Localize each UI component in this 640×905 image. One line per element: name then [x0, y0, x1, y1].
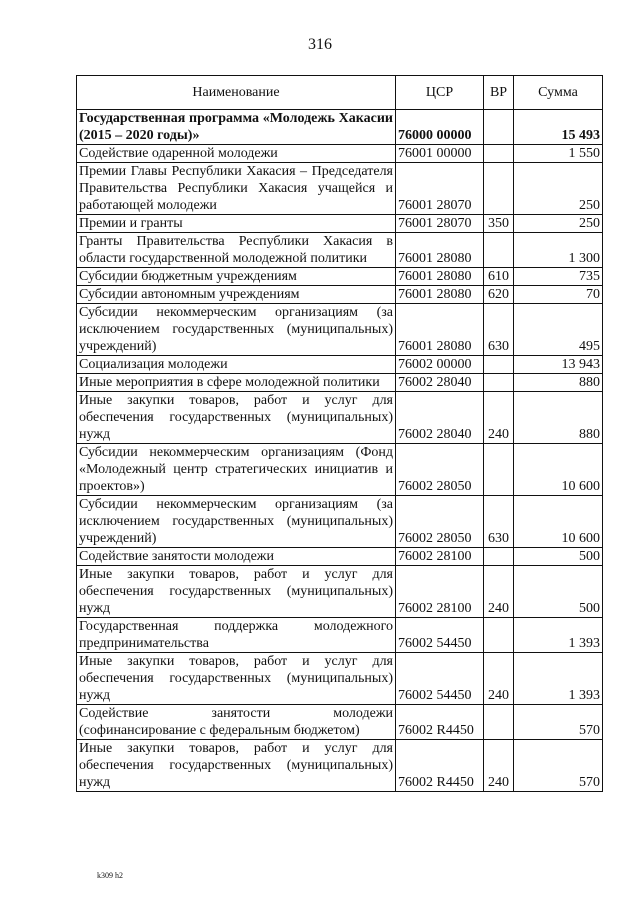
table-row [77, 268, 603, 286]
cell-name: Иные закупки товаров, работ и услуг для обеспечения государственных (муниципальных) нужд [77, 740, 396, 792]
header-name: Наименование [77, 76, 396, 110]
cell-sum: 1 550 [514, 145, 603, 163]
table-row [77, 618, 603, 653]
cell-name: Государственная программа «Молодежь Хакасии (2015 – 2020 годы)» [77, 110, 396, 145]
cell-csr: 76002 00000 [396, 356, 484, 374]
cell-vr: 240 [484, 566, 514, 618]
cell-vr: 350 [484, 215, 514, 233]
table-row [77, 374, 603, 392]
table-row [77, 444, 603, 496]
cell-name: Содействие одаренной молодежи [77, 145, 396, 163]
cell-name: Субсидии некоммерческим организациям (за исключением государственных (муниципальных) учреждений) [77, 304, 396, 356]
cell-vr [484, 233, 514, 268]
cell-name: Гранты Правительства Республики Хакасия в области государственной молодежной политики [77, 233, 396, 268]
table-row [77, 496, 603, 548]
cell-vr: 240 [484, 392, 514, 444]
header-vr: ВР [484, 76, 514, 110]
cell-sum: 880 [514, 392, 603, 444]
cell-csr: 76002 28050 [396, 496, 484, 548]
cell-csr: 76001 28070 [396, 163, 484, 215]
cell-csr: 76002 28100 [396, 566, 484, 618]
cell-name: Субсидии бюджетным учреждениям [77, 268, 396, 286]
cell-sum: 570 [514, 705, 603, 740]
cell-vr [484, 444, 514, 496]
cell-csr: 76001 28080 [396, 233, 484, 268]
cell-sum: 1 393 [514, 618, 603, 653]
table-row [77, 163, 603, 215]
cell-vr [484, 163, 514, 215]
cell-csr: 76002 28040 [396, 374, 484, 392]
cell-vr [484, 145, 514, 163]
cell-sum: 500 [514, 548, 603, 566]
budget-table [76, 75, 603, 792]
table-header-row [77, 76, 603, 110]
cell-sum: 15 493 [514, 110, 603, 145]
cell-csr: 76002 R4450 [396, 740, 484, 792]
cell-name: Субсидии некоммерческим организациям (Фонд «Молодежный центр стратегических инициатив и проектов») [77, 444, 396, 496]
cell-sum: 13 943 [514, 356, 603, 374]
cell-sum: 1 393 [514, 653, 603, 705]
cell-name: Субсидии автономным учреждениям [77, 286, 396, 304]
cell-sum: 570 [514, 740, 603, 792]
footer-code: k309 h2 [97, 871, 123, 880]
cell-vr [484, 548, 514, 566]
cell-vr: 610 [484, 268, 514, 286]
cell-vr [484, 110, 514, 145]
header-csr: ЦСР [396, 76, 484, 110]
table-row [77, 653, 603, 705]
cell-sum: 735 [514, 268, 603, 286]
cell-name: Иные закупки товаров, работ и услуг для обеспечения государственных (муниципальных) нужд [77, 653, 396, 705]
cell-csr: 76001 00000 [396, 145, 484, 163]
table-row [77, 566, 603, 618]
table-row [77, 392, 603, 444]
cell-csr: 76001 28070 [396, 215, 484, 233]
cell-name: Иные закупки товаров, работ и услуг для обеспечения государственных (муниципальных) нужд [77, 566, 396, 618]
cell-name: Социализация молодежи [77, 356, 396, 374]
cell-vr: 240 [484, 653, 514, 705]
cell-csr: 76002 54450 [396, 618, 484, 653]
cell-name: Премии Главы Республики Хакасия – Председателя Правительства Республики Хакасия учащейся и работающей молодежи [77, 163, 396, 215]
cell-sum: 500 [514, 566, 603, 618]
cell-name: Содействие занятости молодежи [77, 548, 396, 566]
cell-name: Содействие занятости молодежи (софинансирование с федеральным бюджетом) [77, 705, 396, 740]
cell-csr: 76002 28100 [396, 548, 484, 566]
cell-sum: 250 [514, 215, 603, 233]
cell-sum: 880 [514, 374, 603, 392]
table-row [77, 356, 603, 374]
cell-sum: 10 600 [514, 444, 603, 496]
header-sum: Сумма [514, 76, 603, 110]
cell-csr: 76001 28080 [396, 268, 484, 286]
cell-name: Иные закупки товаров, работ и услуг для обеспечения государственных (муниципальных) нужд [77, 392, 396, 444]
cell-sum: 70 [514, 286, 603, 304]
cell-csr: 76002 54450 [396, 653, 484, 705]
table-row [77, 110, 603, 145]
cell-csr: 76002 R4450 [396, 705, 484, 740]
table-row [77, 215, 603, 233]
table-row [77, 740, 603, 792]
page-number: 316 [308, 36, 332, 53]
cell-csr: 76001 28080 [396, 286, 484, 304]
table-row [77, 233, 603, 268]
table-row [77, 286, 603, 304]
cell-sum: 10 600 [514, 496, 603, 548]
cell-name: Премии и гранты [77, 215, 396, 233]
cell-vr: 630 [484, 496, 514, 548]
cell-vr [484, 374, 514, 392]
cell-name: Субсидии некоммерческим организациям (за исключением государственных (муниципальных) учреждений) [77, 496, 396, 548]
cell-csr: 76000 00000 [396, 110, 484, 145]
cell-vr [484, 618, 514, 653]
cell-vr [484, 356, 514, 374]
cell-csr: 76001 28080 [396, 304, 484, 356]
table-row [77, 548, 603, 566]
cell-name: Иные мероприятия в сфере молодежной политики [77, 374, 396, 392]
cell-name: Государственная поддержка молодежного предпринимательства [77, 618, 396, 653]
cell-csr: 76002 28050 [396, 444, 484, 496]
cell-vr: 630 [484, 304, 514, 356]
table-row [77, 304, 603, 356]
cell-csr: 76002 28040 [396, 392, 484, 444]
cell-vr: 240 [484, 740, 514, 792]
cell-vr: 620 [484, 286, 514, 304]
table-row [77, 145, 603, 163]
cell-vr [484, 705, 514, 740]
cell-sum: 1 300 [514, 233, 603, 268]
cell-sum: 250 [514, 163, 603, 215]
table-row [77, 705, 603, 740]
cell-sum: 495 [514, 304, 603, 356]
